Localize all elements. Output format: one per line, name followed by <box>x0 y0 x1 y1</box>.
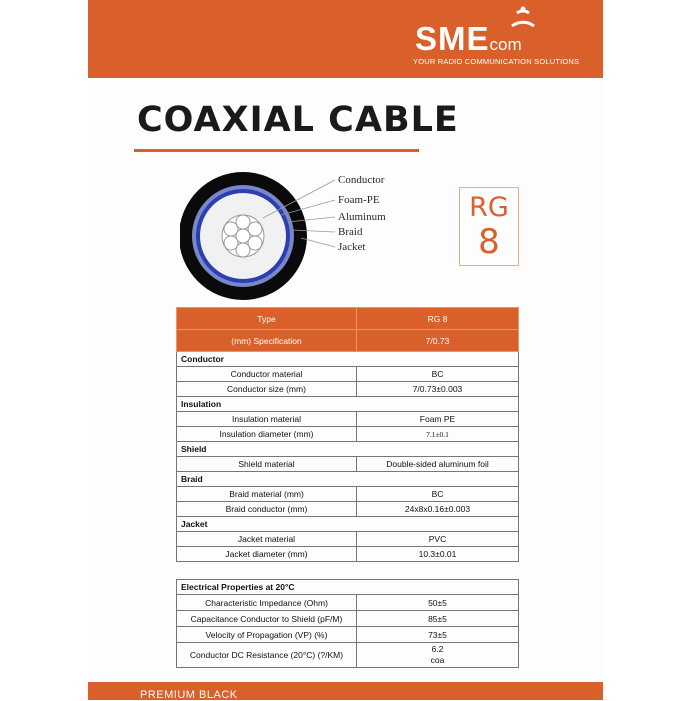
footer-bar <box>88 682 603 700</box>
row-value: 7.1±0.1 <box>357 427 519 442</box>
row-label: Conductor material <box>177 367 357 382</box>
row-label: Insulation diameter (mm) <box>177 427 357 442</box>
jacket-heading: Jacket <box>177 517 519 532</box>
row-value: 10.3±0.01 <box>357 547 519 562</box>
table-row <box>177 308 519 330</box>
badge-line2: 8 <box>478 222 500 262</box>
row-label: Braid material (mm) <box>177 487 357 502</box>
section-header-row <box>177 472 519 487</box>
electrical-heading: Electrical Properties at 20°C <box>177 580 519 595</box>
electrical-properties-table <box>176 579 519 668</box>
row-label: Jacket material <box>177 532 357 547</box>
type-label: Type <box>177 308 357 330</box>
title-underline <box>134 149 419 152</box>
row-value: 24x8x0.16±0.003 <box>357 502 519 517</box>
row-value: PVC <box>357 532 519 547</box>
shield-heading: Shield <box>177 442 519 457</box>
row-value: 7/0.73±0.003 <box>357 382 519 397</box>
braid-label: Braid <box>338 226 363 238</box>
conductor-label: Conductor <box>338 174 385 186</box>
section-header-row <box>177 517 519 532</box>
braid-heading: Braid <box>177 472 519 487</box>
row-value-secondary: coa <box>430 655 445 665</box>
foam-pe-label: Foam-PE <box>338 194 380 206</box>
table-row <box>177 330 519 352</box>
page-title: COAXIAL CABLE <box>137 100 459 140</box>
row-label: Capacitance Conductor to Shield (pF/M) <box>177 611 357 627</box>
logo-main: SME <box>415 20 490 57</box>
conductor-bundle <box>222 215 264 257</box>
footer-text: PREMIUM BLACK <box>140 689 238 701</box>
rg8-badge <box>459 187 519 266</box>
row-value: 73±5 <box>357 627 519 643</box>
row-value: 6.2 <box>431 644 444 654</box>
table-row <box>177 547 519 562</box>
section-header-row <box>177 442 519 457</box>
row-label: Insulation material <box>177 412 357 427</box>
jacket-label: Jacket <box>338 241 366 253</box>
table-row <box>177 595 519 611</box>
insulation-heading: Insulation <box>177 397 519 412</box>
table-row <box>177 611 519 627</box>
spec-label: (mm) Specification <box>177 330 357 352</box>
table-row <box>177 502 519 517</box>
brand-tagline: YOUR RADIO COMMUNICATION SOLUTIONS <box>413 57 580 66</box>
table-row <box>177 532 519 547</box>
row-label: Characteristic Impedance (Ohm) <box>177 595 357 611</box>
row-label: Conductor DC Resistance (20°C) (?/KM) <box>177 643 357 668</box>
logo-suffix: com <box>489 35 522 54</box>
table-row <box>177 457 519 472</box>
table-row <box>177 382 519 397</box>
table-row <box>177 627 519 643</box>
row-value: 85±5 <box>357 611 519 627</box>
row-label: Conductor size (mm) <box>177 382 357 397</box>
spec-value: 7/0.73 <box>357 330 519 352</box>
section-header-row <box>177 352 519 367</box>
row-value: BC <box>357 487 519 502</box>
specification-table <box>176 307 519 562</box>
table-row <box>177 427 519 442</box>
conductor-heading: Conductor <box>177 352 519 367</box>
table-row <box>177 643 519 668</box>
row-value: Double-sided aluminum foil <box>357 457 519 472</box>
row-value: BC <box>357 367 519 382</box>
table-row <box>177 367 519 382</box>
row-label: Shield material <box>177 457 357 472</box>
aluminum-label: Aluminum <box>338 211 386 223</box>
section-header-row <box>177 397 519 412</box>
table-row <box>177 487 519 502</box>
row-value: 50±5 <box>357 595 519 611</box>
row-label: Jacket diameter (mm) <box>177 547 357 562</box>
cable-cross-section-diagram <box>180 170 440 305</box>
row-value-stack <box>357 643 519 668</box>
section-header-row <box>177 580 519 595</box>
type-value: RG 8 <box>357 308 519 330</box>
badge-line1: RG <box>469 192 509 223</box>
row-label: Velocity of Propagation (VP) (%) <box>177 627 357 643</box>
brand-logo <box>415 20 522 58</box>
row-value: Foam PE <box>357 412 519 427</box>
row-label: Braid conductor (mm) <box>177 502 357 517</box>
table-row <box>177 412 519 427</box>
